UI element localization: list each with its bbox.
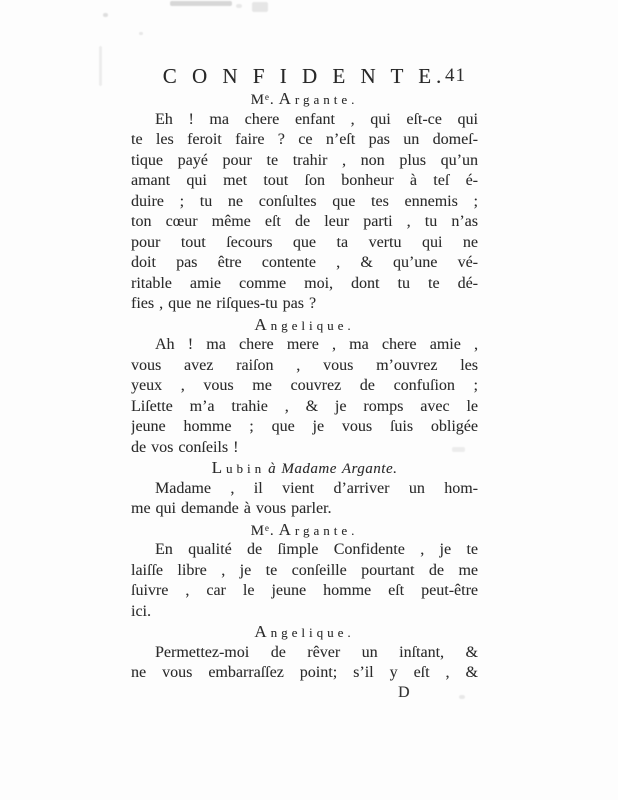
speech-line: vous avez raiſon , vous m’ouvrez les <box>131 356 478 374</box>
speaker-prefix: Mᵉ. <box>250 522 275 539</box>
speaker-name: Argante. <box>278 89 359 108</box>
speech-line: En qualité de ſimple Confidente , je te <box>155 541 478 558</box>
page-title: C O N F I D E N T E. <box>162 64 447 88</box>
speaker-heading <box>131 458 478 479</box>
scan-artifact <box>99 46 102 86</box>
speech-line: Eh ! ma chere enfant , qui eſt-ce qui <box>155 110 478 128</box>
speech-line: tique payé pour te trahir , non plus qu’un <box>131 151 478 169</box>
speech-line: doit pas être contente , & qu’une vé- <box>131 254 478 271</box>
speech-line: Permettez-moi de rêver un inſtant, & <box>155 643 478 661</box>
speech-line: ſuivre , car le jeune homme eſt peut-être <box>131 582 478 599</box>
scan-artifact <box>103 13 108 17</box>
speaker-prefix: Mᵉ. <box>250 92 275 108</box>
speech-line: ici. <box>131 602 151 620</box>
scan-artifact <box>170 1 232 6</box>
speech-line: ne vous embarraſſez point; s’il y eſt , & <box>131 664 478 681</box>
text-column <box>131 89 478 684</box>
speaker-heading <box>131 622 478 643</box>
speech-line: pour tout ſecours que ta vertu qui ne <box>131 233 478 251</box>
speech-line: fies , que ne riſques-tu pas ? <box>131 295 317 312</box>
running-header <box>131 64 478 88</box>
scan-artifact <box>139 32 143 35</box>
speech-line: laiſſe libre , je te conſeille pourtant de me <box>131 561 478 579</box>
speaker-name: Lubin <box>211 458 266 477</box>
speech-line: amant qui met tout ſon bonheur à teſ é- <box>131 172 478 189</box>
speaker-name: Angelique. <box>254 314 355 334</box>
speech-line: me qui demande à vous parler. <box>131 500 332 517</box>
speech-line: Madame , il vient d’arriver un hom- <box>155 479 478 497</box>
speech-line: duire ; tu ne conſultes que tes ennemis ; <box>131 192 478 210</box>
scan-artifact <box>236 4 242 8</box>
speech-line: ritable amie comme moi, dont tu te dé- <box>131 274 478 292</box>
speech-line: Ah ! ma chere mere , ma chere amie , <box>155 336 478 353</box>
speaker-heading <box>131 520 478 541</box>
scan-artifact <box>252 2 268 12</box>
speech-line: te les feroit faire ? ce n’eſt pas un domeſ- <box>131 131 478 148</box>
speaker-heading <box>131 315 478 336</box>
speech-line: de vos conſeils ! <box>131 438 239 456</box>
speech-line: jeune homme ; que je vous ſuis obligée <box>131 418 478 435</box>
catchword: D <box>398 684 410 701</box>
scan-artifact <box>459 695 465 699</box>
speaker-heading <box>131 89 478 110</box>
page-number: 41 <box>445 65 466 86</box>
speaker-name: Angelique. <box>254 622 355 641</box>
speech-line: yeux , vous me couvrez de confuſion ; <box>131 377 478 394</box>
stage-direction: à Madame Argante. <box>268 461 398 477</box>
speaker-name: Argante. <box>278 519 359 539</box>
speech-line: ton cœur même eſt de leur parti , tu n’as <box>131 213 478 230</box>
speech-line: Liſette m’a trahie , & je romps avec le <box>131 397 478 415</box>
